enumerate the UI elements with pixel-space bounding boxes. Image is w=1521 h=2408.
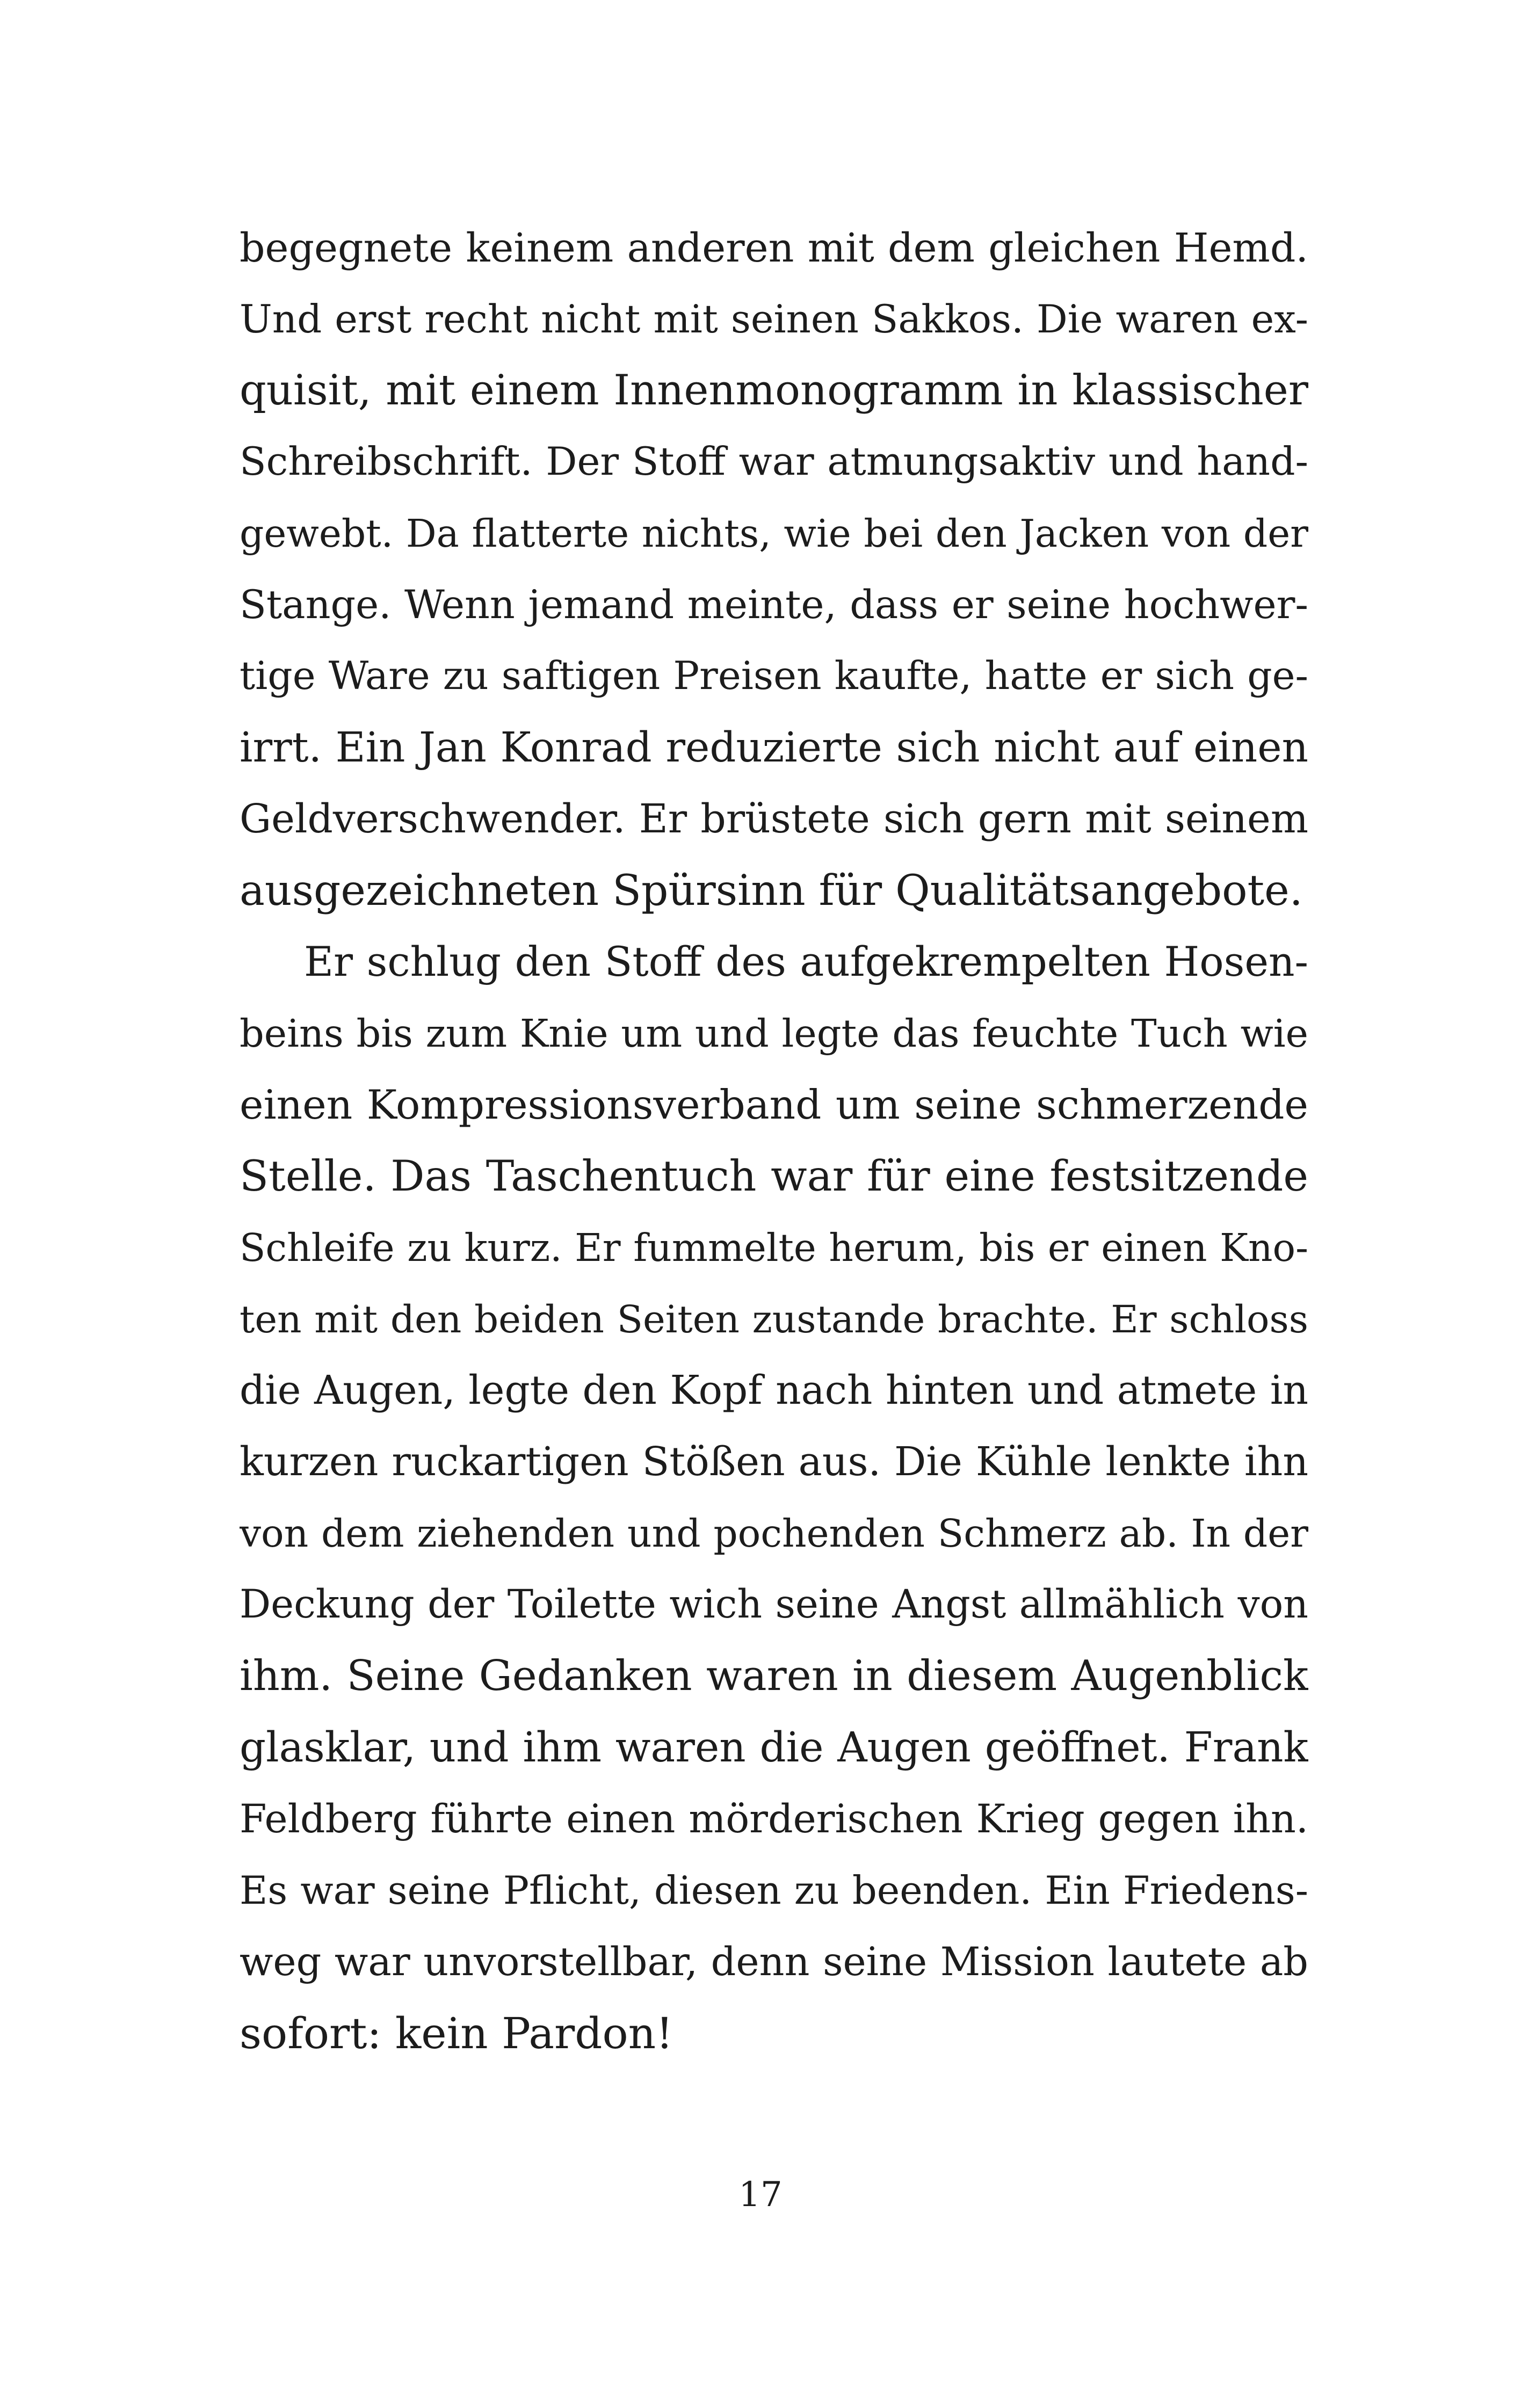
paragraph-1 (240, 212, 1308, 926)
text-line: Schleife zu kurz. Er fummelte herum, bis er einen Kno- (240, 1225, 1308, 1270)
text-line: ausgezeichneten Spürsinn für Qualitätsangebote. (240, 866, 1303, 915)
text-line: Stelle. Das Taschentuch war für eine festsitzende (240, 1151, 1308, 1201)
text-line: Geldverschwender. Er brüstete sich gern mit seinem (240, 796, 1308, 842)
text-line: weg war unvorstellbar, denn seine Mission lautete ab (240, 1939, 1308, 1985)
text-line: quisit, mit einem Innenmonogramm in klassischer (240, 366, 1308, 415)
text-line: Und erst recht nicht mit seinen Sakkos. Die waren ex- (240, 296, 1308, 342)
text-line: irrt. Ein Jan Konrad reduzierte sich nicht auf einen (240, 724, 1308, 772)
paragraph-2 (240, 926, 1308, 2069)
text-line: einen Kompressionsverband um seine schmerzende (240, 1081, 1308, 1128)
text-line: Schreibschrift. Der Stoff war atmungsaktiv und hand- (240, 439, 1308, 484)
text-line: von dem ziehenden und pochenden Schmerz ab. In der (240, 1511, 1308, 1556)
text-line: Stange. Wenn jemand meinte, dass er seine hochwer- (240, 582, 1308, 628)
page-number: 17 (738, 2175, 783, 2215)
text-line: ten mit den beiden Seiten zustande brachte. Er schloss (240, 1297, 1308, 1341)
text-line: kurzen ruckartigen Stößen aus. Die Kühle lenkte ihn (240, 1439, 1308, 1485)
text-line: Es war seine Pflicht, diesen zu beenden. Ein Friedens- (240, 1868, 1308, 1913)
text-line: Feldberg führte einen mörderischen Krieg gegen ihn. (240, 1796, 1308, 1842)
text-line: gewebt. Da flatterte nichts, wie bei den Jacken von der (240, 511, 1308, 556)
text-line: ihm. Seine Gedanken waren in diesem Augenblick (240, 1652, 1308, 1700)
text-line: Deckung der Toilette wich seine Angst allmählich von (240, 1582, 1308, 1627)
text-line: beins bis zum Knie um und legte das feuchte Tuch wie (240, 1011, 1308, 1056)
text-line: begegnete keinem anderen mit dem gleichen Hemd. (240, 224, 1308, 271)
text-line: die Augen, legte den Kopf nach hinten und atmete in (240, 1368, 1308, 1413)
text-line: Er schlug den Stoff des aufgekrempelten Hosen- (304, 938, 1308, 985)
text-line: tige Ware zu saftigen Preisen kaufte, hatte er sich ge- (240, 654, 1308, 699)
text-line: glasklar, und ihm waren die Augen geöffnet. Frank (240, 1724, 1308, 1772)
body-text (240, 212, 1308, 2069)
text-line: sofort: kein Pardon! (240, 2008, 673, 2058)
